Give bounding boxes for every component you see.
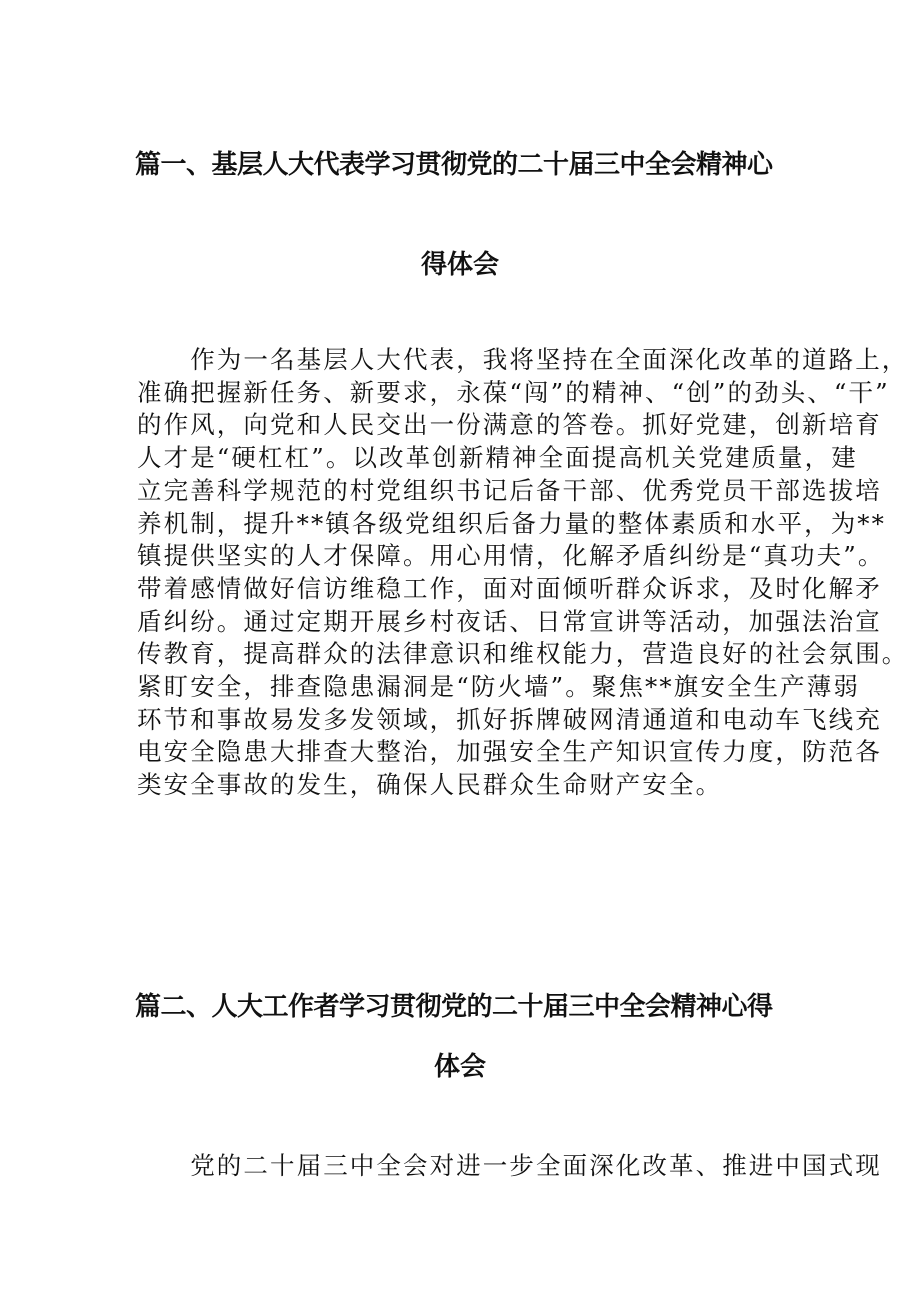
body-line: 类安全事故的发生，确保人民群众生命财产安全。 [137, 770, 723, 800]
body-line: 镇提供坚实的人才保障。用心用情，化解矛盾纠纷是“真功夫”。 [137, 541, 885, 571]
section1-title-line2: 得体会 [420, 250, 499, 280]
body-line: 传教育，提高群众的法律意识和维权能力，营造良好的社会氛围。 [137, 639, 909, 669]
section2-body [137, 1150, 882, 1183]
body-line: 立完善科学规范的村党组织书记后备干部、优秀党员干部选拔培 [137, 475, 882, 505]
body-line: 准确把握新任务、新要求，永葆“闯”的精神、“创”的劲头、“干” [137, 377, 890, 407]
body-line: 电安全隐患大排查大整治，加强安全生产知识宣传力度，防范各 [137, 737, 882, 767]
body-line: 党的二十届三中全会对进一步全面深化改革、推进中国式现 [137, 1151, 882, 1180]
section2-title-line2: 体会 [433, 1052, 486, 1082]
body-line: 环节和事故易发多发领域，抓好拆牌破网清通道和电动车飞线充 [137, 704, 882, 734]
body-line: 紧盯安全，排查隐患漏洞是“防火墙”。聚焦**旗安全生产薄弱 [137, 672, 860, 702]
section2-title-line1: 篇二、人大工作者学习贯彻党的二十届三中全会精神心得 [135, 992, 773, 1022]
body-line: 盾纠纷。通过定期开展乡村夜话、日常宣讲等活动，加强法治宣 [137, 606, 882, 636]
body-line: 人才是“硬杠杠”。以改革创新精神全面提高机关党建质量，建 [137, 443, 858, 473]
body-line: 作为一名基层人大代表，我将坚持在全面深化改革的道路上， [137, 345, 909, 374]
section1-body [137, 344, 909, 802]
section1-title-line1: 篇一、基层人大代表学习贯彻党的二十届三中全会精神心 [135, 150, 773, 180]
body-line: 带着感情做好信访维稳工作，面对面倾听群众诉求，及时化解矛 [137, 573, 882, 603]
body-line: 的作风，向党和人民交出一份满意的答卷。抓好党建，创新培育 [137, 410, 882, 440]
body-line: 养机制，提升**镇各级党组织后备力量的整体素质和水平，为** [137, 508, 886, 538]
